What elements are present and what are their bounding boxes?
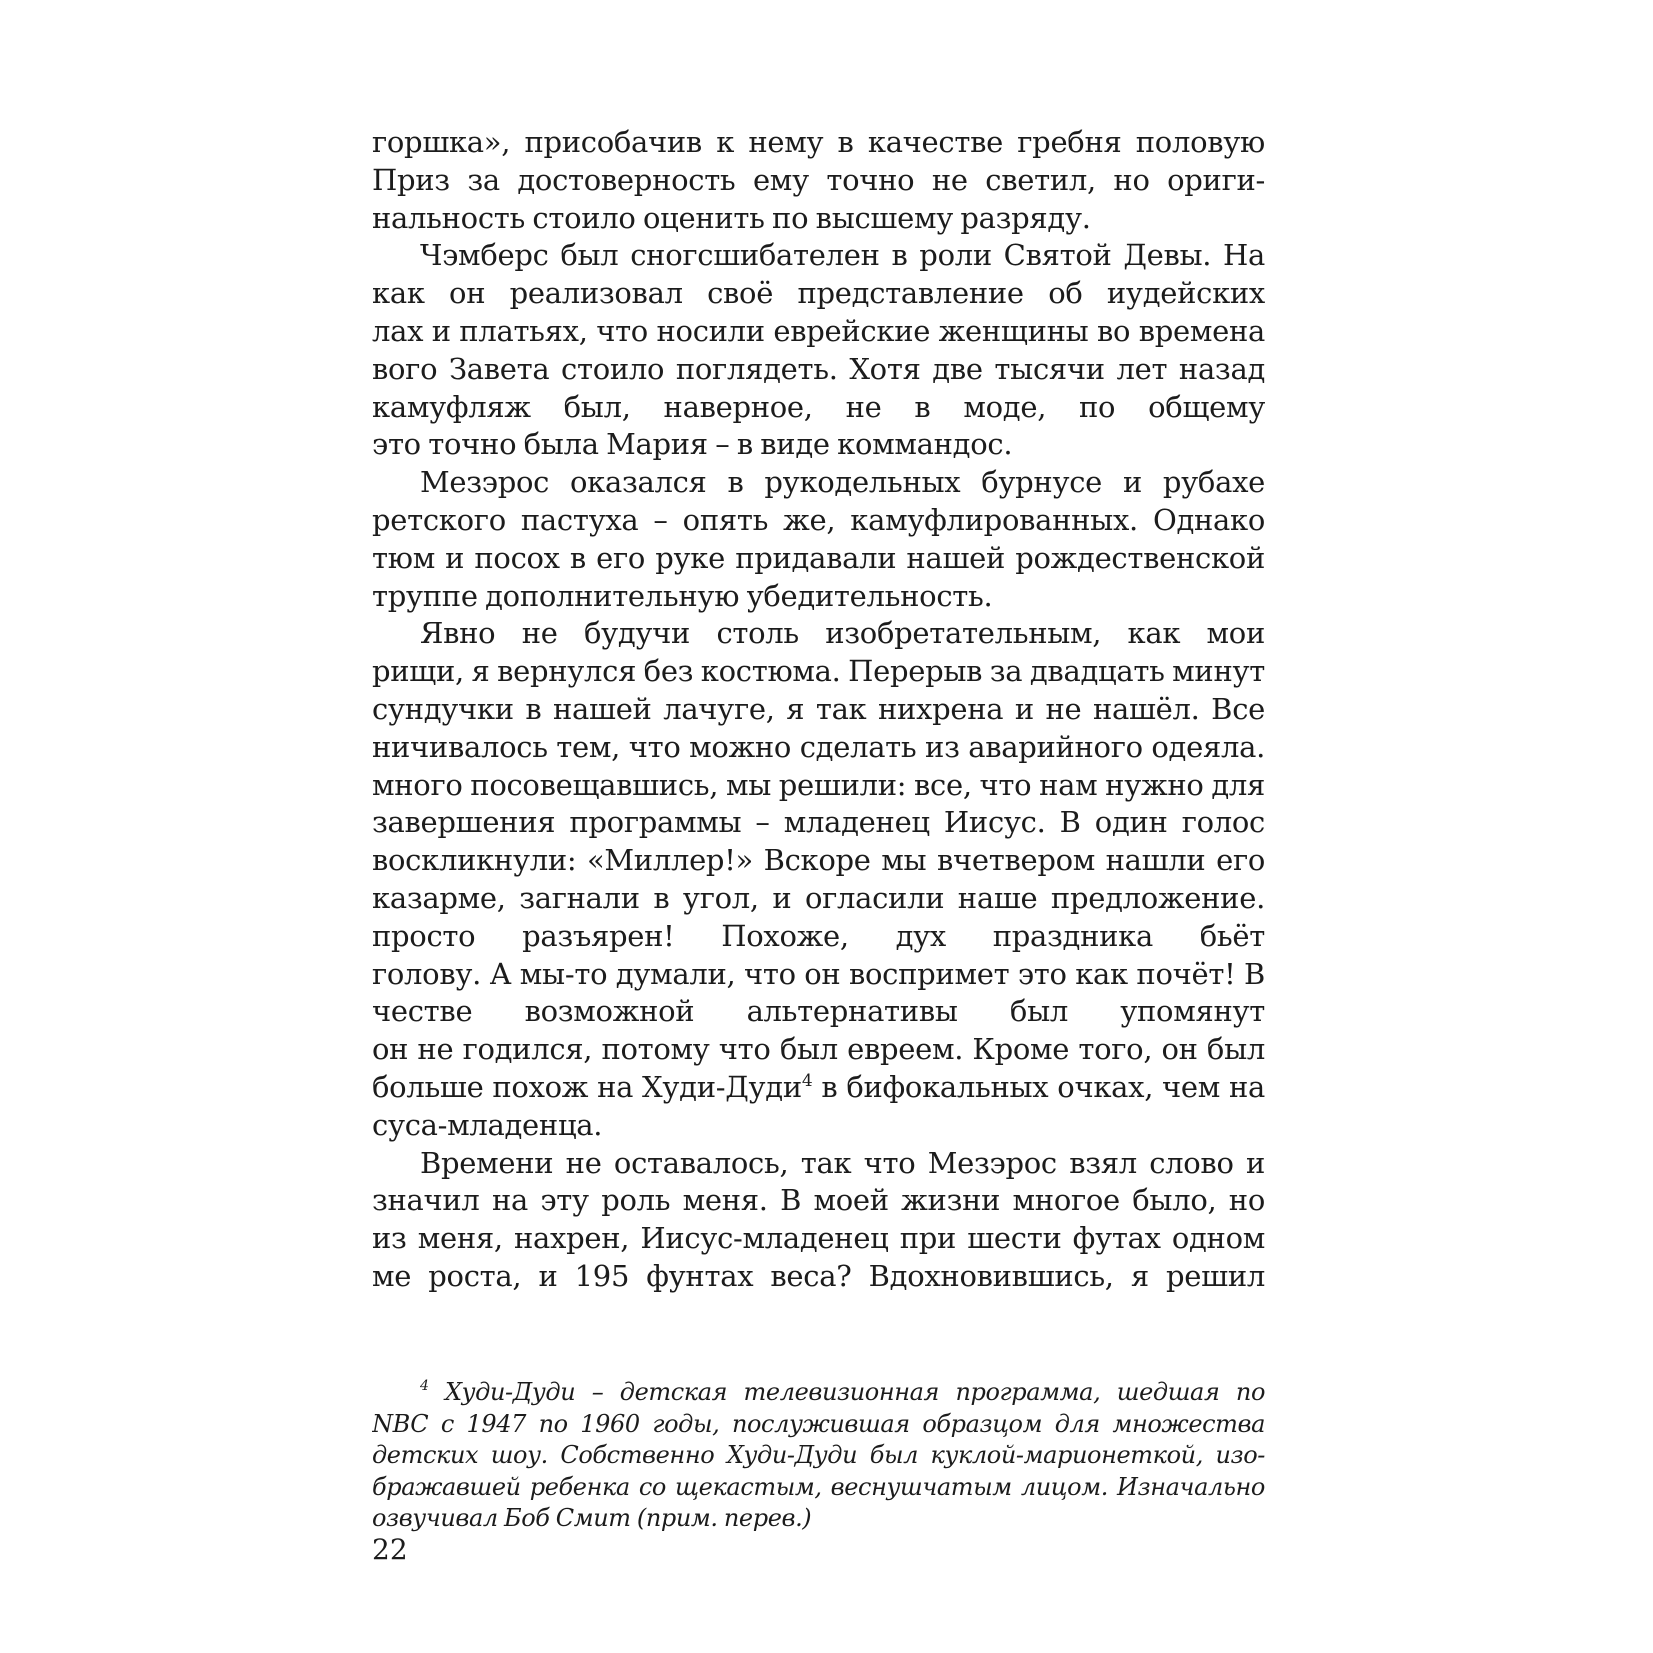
text-fragment: в бифокальных очках, чем на: [821, 1069, 1265, 1104]
text-line: из меня, нахрен, Иисус-младенец при шести футах одном: [372, 1221, 1265, 1256]
text-line: Мезэрос оказался в рукодельных бурнусе и рубахе: [420, 465, 1265, 500]
text-line: рищи, я вернулся без костюма. Перерыв за двадцать минут: [372, 654, 1265, 689]
text-line: он не годился, потому что был евреем. Кроме того, он был: [372, 1032, 1265, 1067]
footnote: [372, 1377, 1265, 1535]
text-line: честве возможной альтернативы был упомянут: [372, 994, 1265, 1029]
text-fragment: больше похож на Худи-Дуди: [372, 1069, 802, 1104]
text-line: вого Завета стоило поглядеть. Хотя две тысячи лет назад: [372, 351, 1265, 386]
text-line-with-footnote-ref: [372, 1069, 1265, 1107]
text-line: как он реализовал своё представление об иудейских: [372, 276, 1265, 311]
text-line: суса-младенца.: [372, 1107, 603, 1142]
text-line: горшка», присобачив к нему в качестве гребня половую: [372, 125, 1265, 159]
text-line: ничивалось тем, что можно сделать из аварийного одеяла.: [372, 729, 1265, 764]
text-line: завершения программы – младенец Иисус. В один голос: [372, 805, 1265, 840]
text-line: камуфляж был, наверное, не в моде, по общему: [372, 389, 1265, 424]
footnote-marker: 4: [420, 1378, 429, 1394]
footnote-line: озвучивал Боб Смит (прим. перев.): [372, 1504, 812, 1532]
text-line: ме роста, и 195 фунтах веса? Вдохновившись, я решил: [372, 1258, 1265, 1293]
footnote-reference[interactable]: 4: [801, 1070, 813, 1091]
text-line: лах и платьях, что носили еврейские женщины во времена: [372, 313, 1265, 348]
footnote-line: [372, 1377, 1265, 1409]
text-line: просто разъярен! Похоже, дух праздника бьёт: [372, 918, 1265, 953]
footnote-line: бражавшей ребенка со щекастым, веснушчатым лицом. Изначально: [372, 1472, 1265, 1501]
text-line: Чэмберс был сногсшибателен в роли Святой Девы. На: [420, 238, 1265, 273]
text-line: тюм и посох в его руке придавали нашей рождественской: [372, 540, 1265, 575]
footnote-line: NBC с 1947 по 1960 годы, послужившая образцом для множества: [372, 1409, 1265, 1438]
page-number: 22: [372, 1533, 408, 1566]
text-line: ретского пастуха – опять же, камуфлированных. Однако: [372, 502, 1265, 537]
text-line: Явно не будучи столь изобретательным, как мои: [420, 616, 1265, 651]
text-line: Времени не оставалось, так что Мезэрос взял слово и: [420, 1145, 1265, 1180]
text-line: голову. А мы-то думали, что он воспримет это как почёт! В: [372, 956, 1265, 991]
text-line: казарме, загнали в угол, и огласили наше предложение.: [372, 880, 1265, 915]
text-line: много посовещавшись, мы решили: все, что нам нужно для: [372, 767, 1265, 802]
text-line: нальность стоило оценить по высшему разряду.: [372, 200, 1091, 235]
footnote-line: детских шоу. Собственно Худи-Дуди был куклой-марионеткой, изо-: [372, 1441, 1265, 1469]
book-page: [372, 0, 1265, 1653]
text-line: сундучки в нашей лачуге, я так нихрена и не нашёл. Все: [372, 691, 1265, 726]
body-text: [372, 124, 1265, 1296]
text-line: труппе дополнительную убедительность.: [372, 578, 993, 613]
footnote-text: Худи-Дуди – детская телевизионная программа, шедшая по: [444, 1378, 1265, 1406]
text-line: воскликнули: «Миллер!» Вскоре мы вчетвером нашли его: [372, 843, 1265, 878]
text-line: Приз за достоверность ему точно не светил, но ориги-: [372, 162, 1265, 197]
text-line: значил на эту роль меня. В моей жизни многое было, но: [372, 1183, 1265, 1218]
text-line: это точно была Мария – в виде коммандос.: [372, 427, 1013, 462]
